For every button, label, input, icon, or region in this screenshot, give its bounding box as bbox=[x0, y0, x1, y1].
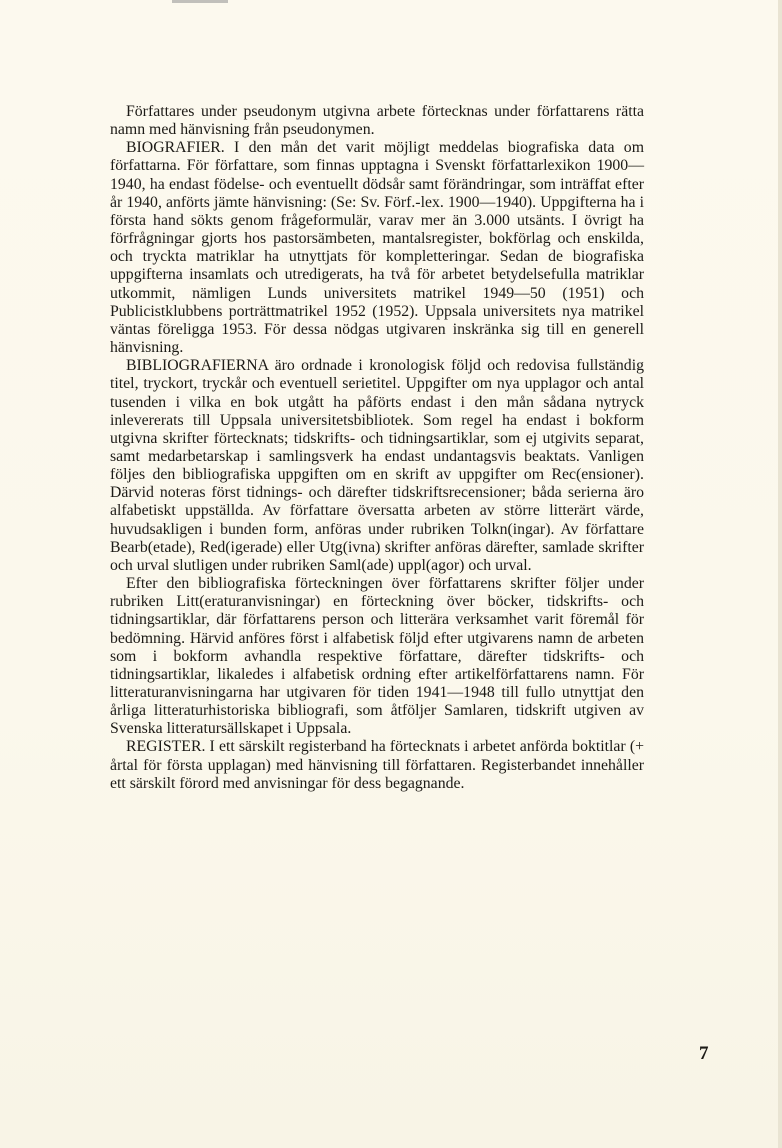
page-edge-shadow bbox=[778, 0, 782, 1148]
scan-edge-mark bbox=[172, 0, 228, 3]
paragraph-register: REGISTER. I ett särskilt registerband ha förtecknats i arbetet anförda boktitlar (+ årtal för första upplagan) med hänvisning till författaren. Registerbandet innehåller ett särskilt förord med anvisningar för dess begagnande. bbox=[110, 738, 644, 792]
paragraph-biografier: BIOGRAFIER. I den mån det varit möjligt meddelas biografiska data om författarna. För författare, som finnas upptagna i Svenskt författarlexikon 1900—1940, ha endast födelse- och eventuellt dödsår samt förändringar, som inträffat efter år 1940, anförts jämte hänvisning: (Se: Sv. Förf.-lex. 1900—1940). Uppgifterna ha i första hand sökts genom frågeformulär, varav mer än 3.000 utsänts. I övrigt ha förfrågningar gjorts hos pastorsämbeten, mantalsregister, bokförlag och enskilda, och tryckta matriklar ha utnyttjats för kompletteringar. Sedan de biografiska uppgifterna insamlats och utredigerats, ha två för arbetet betydelsefulla matriklar utkommit, nämligen Lunds universitets matrikel 1949—50 (1951) och Publicistklubbens porträttmatrikel 1952 (1952). Uppsala universitets nya matrikel väntas föreligga 1953. För dessa nödgas utgivaren inskränka sig till en generell hänvisning. bbox=[110, 139, 644, 357]
page-number: 7 bbox=[699, 1043, 709, 1064]
paragraph-pseudonyms: Författares under pseudonym utgivna arbete förtecknas under författarens rätta namn med hänvisning från pseudonymen. bbox=[110, 103, 644, 139]
paragraph-bibliografierna: BIBLIOGRAFIERNA äro ordnade i kronologisk följd och redovisa fullständig titel, tryckort, tryckår och eventuell serietitel. Uppgifter om nya upplagor och antal tusenden i vilka en bok utgått ha påförts endast i den mån sådana nytryck inlevererats till Uppsala universitetsbibliotek. Som regel ha endast i bokform utgivna skrifter förtecknats; tidskrifts- och tidningsartiklar, som ej utgivits separat, samt medarbetarskap i samlingsverk ha endast undantagsvis beaktats. Vanligen följes den bibliografiska uppgiften om en skrift av uppgifter om Rec(ensioner). Därvid noteras först tidnings- och därefter tidskriftsrecensioner; båda serierna äro alfabetiskt uppställda. Av författare översatta arbeten av större litterärt värde, huvudsakligen i bunden form, anföras under rubriken Tolkn(ingar). Av författare Bearb(etade), Red(igerade) eller Utg(ivna) skrifter anföras därefter, samlade skrifter och urval slutligen under rubriken Saml(ade) uppl(agor) och urval. bbox=[110, 357, 644, 574]
body-text bbox=[110, 103, 644, 793]
paragraph-litteraturanvisningar: Efter den bibliografiska förteckningen över författarens skrifter följer under rubriken Litt(eraturanvisningar) en förteckning över böcker, tidskrifts- och tidningsartiklar, där författarens person och litterära verksamhet varit föremål för bedömning. Härvid anföres först i alfabetisk följd efter utgivarens namn de arbeten som i bokform avhandla respektive författare, därefter tidskrifts- och tidningsartiklar, likaledes i alfabetisk ordning efter artikelförfattarens namn. För litteraturanvisningarna har utgivaren för tiden 1941—1948 till fullo utnyttjat den årliga litteraturhistoriska bibliografi, som åtföljer Samlaren, tidskrift utgiven av Svenska litteratursällskapet i Uppsala. bbox=[110, 575, 644, 738]
